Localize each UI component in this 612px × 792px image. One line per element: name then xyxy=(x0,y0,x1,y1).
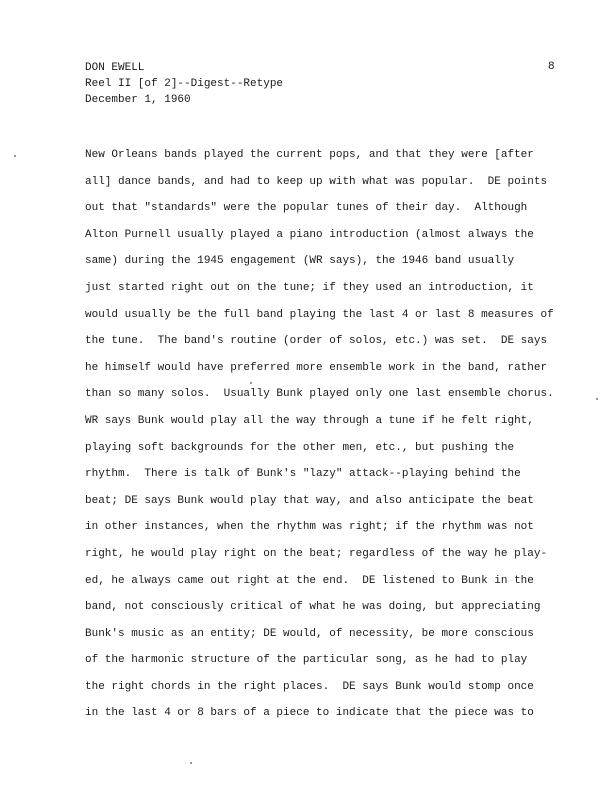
scan-speck xyxy=(190,762,192,764)
interview-date: December 1, 1960 xyxy=(85,94,191,106)
body-line: out that "standards" were the popular tunes of their day. Although xyxy=(85,202,528,215)
document-header xyxy=(85,60,283,108)
reel-info: Reel II [of 2]--Digest--Retype xyxy=(85,78,284,90)
page-number: 8 xyxy=(548,61,555,73)
body-line: beat; DE says Bunk would play that way, and also anticipate the beat xyxy=(85,494,534,507)
body-line: the tune. The band's routine (order of solos, etc.) was set. DE says xyxy=(85,335,548,348)
body-line: right, he would play right on the beat; regardless of the way he play- xyxy=(85,547,548,560)
body-line: ed, he always came out right at the end. DE listened to Bunk in the xyxy=(85,574,534,587)
body-line: same) during the 1945 engagement (WR says), the 1946 band usually xyxy=(85,255,515,268)
body-line: rhythm. There is talk of Bunk's "lazy" attack--playing behind the xyxy=(85,468,521,481)
scan-speck xyxy=(250,382,252,384)
body-line: just started right out on the tune; if they used an introduction, it xyxy=(85,281,534,294)
body-line: of the harmonic structure of the particular song, as he had to play xyxy=(85,654,528,667)
body-line: band, not consciously critical of what he was doing, but appreciating xyxy=(85,601,541,614)
body-line: than so many solos. Usually Bunk played only one last ensemble chorus. xyxy=(85,388,554,401)
scan-speck xyxy=(14,155,16,157)
body-line: New Orleans bands played the current pops, and that they were [after xyxy=(85,149,534,161)
interviewee-name: DON EWELL xyxy=(85,62,145,74)
body-line: Alton Purnell usually played a piano introduction (almost always the xyxy=(85,228,534,241)
body-line: WR says Bunk would play all the way through a tune if he felt right, xyxy=(85,414,534,427)
body-line: Bunk's music as an entity; DE would, of necessity, be more conscious xyxy=(85,627,534,640)
body-line: in other instances, when the rhythm was right; if the rhythm was not xyxy=(85,521,534,534)
body-line: in the last 4 or 8 bars of a piece to indicate that the piece was to xyxy=(85,707,534,720)
body-line: all] dance bands, and had to keep up with what was popular. DE points xyxy=(85,175,548,188)
body-line: playing soft backgrounds for the other men, etc., but pushing the xyxy=(85,441,515,454)
body-line: the right chords in the right places. DE says Bunk would stomp once xyxy=(85,680,534,693)
body-line: would usually be the full band playing the last 4 or last 8 measures of xyxy=(85,308,554,321)
scan-speck xyxy=(596,398,598,400)
body-line: he himself would have preferred more ensemble work in the band, rather xyxy=(85,361,548,374)
document-body xyxy=(85,142,585,727)
